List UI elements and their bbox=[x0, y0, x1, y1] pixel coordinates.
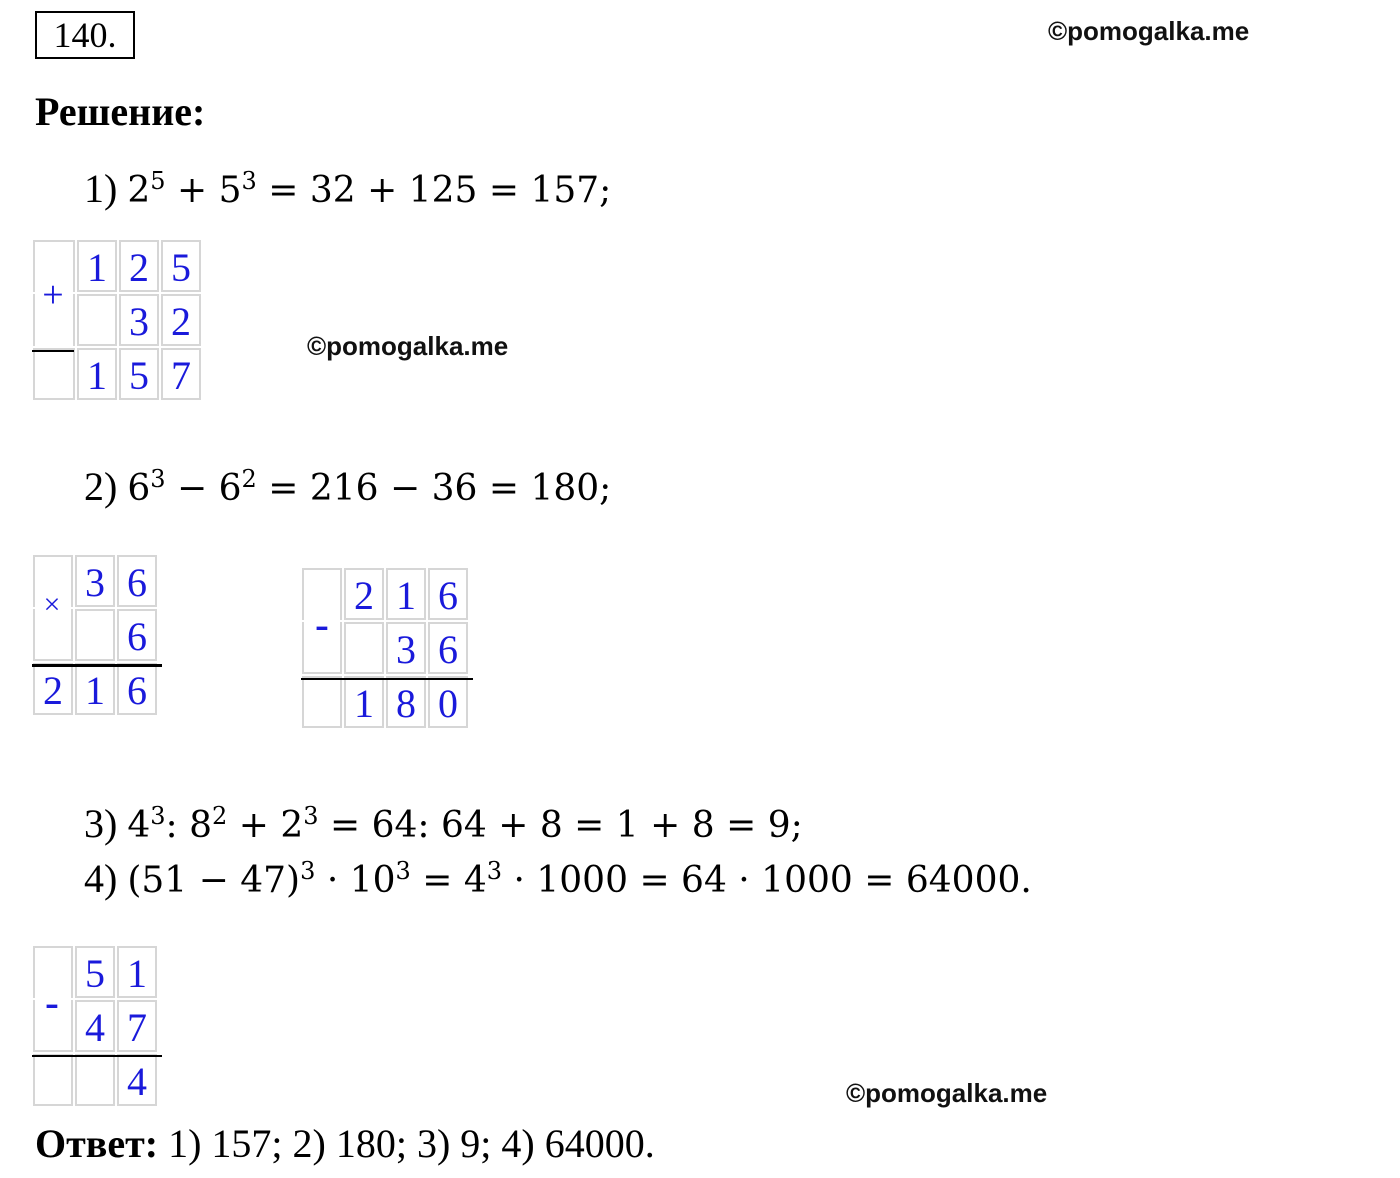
equation-expression bbox=[127, 465, 612, 509]
equation-index: 3) bbox=[84, 801, 118, 846]
underline bbox=[32, 350, 74, 352]
eq-exponent: 3 bbox=[150, 465, 166, 493]
calc-cell bbox=[75, 1054, 115, 1106]
calc-cell: 6 bbox=[117, 609, 157, 661]
eq-term: − 6 bbox=[165, 468, 242, 509]
underline bbox=[301, 678, 473, 680]
answer-line bbox=[35, 1120, 655, 1167]
subtraction-column-4 bbox=[32, 945, 164, 1115]
calc-cell: 3 bbox=[75, 555, 115, 607]
multiplication-column bbox=[32, 554, 164, 724]
calc-cell: 5 bbox=[75, 946, 115, 998]
equation-index: 1) bbox=[84, 166, 118, 211]
equation-index: 2) bbox=[84, 464, 118, 509]
calc-cell: 8 bbox=[386, 676, 426, 728]
calc-cell: 1 bbox=[75, 663, 115, 715]
calc-cell: 1 bbox=[77, 348, 117, 400]
watermark-bottom: ©pomogalka.me bbox=[846, 1078, 1048, 1108]
calc-cell: 6 bbox=[428, 622, 468, 674]
eq-exponent: 2 bbox=[241, 465, 257, 493]
calc-row bbox=[32, 662, 164, 716]
equation-2 bbox=[84, 463, 611, 510]
equation-index: 4) bbox=[84, 856, 118, 901]
eq-exponent: 3 bbox=[150, 802, 166, 830]
calc-cell bbox=[33, 1054, 73, 1106]
plus-sign: + bbox=[42, 274, 64, 316]
eq-exponent: 2 bbox=[212, 802, 228, 830]
equation-4 bbox=[84, 855, 1032, 902]
calc-cell: 2 bbox=[33, 663, 73, 715]
eq-term: 2 bbox=[127, 170, 151, 211]
calc-row bbox=[301, 675, 476, 729]
calc-cell: 6 bbox=[117, 555, 157, 607]
calc-cell: 1 bbox=[117, 946, 157, 998]
eq-exponent: 3 bbox=[395, 857, 411, 885]
watermark-middle: ©pomogalka.me bbox=[307, 331, 509, 361]
calc-cell bbox=[77, 294, 117, 346]
calc-cell bbox=[344, 622, 384, 674]
calc-row bbox=[32, 347, 207, 401]
eq-term: = 4 bbox=[410, 860, 487, 901]
underline bbox=[32, 1055, 162, 1057]
eq-term: = 216 − 36 = 180; bbox=[256, 468, 612, 509]
calc-cell: 4 bbox=[75, 1000, 115, 1052]
calc-cell: 7 bbox=[117, 1000, 157, 1052]
eq-term: 4 bbox=[127, 805, 151, 846]
eq-term: · 1000 = 64 · 1000 = 64000. bbox=[502, 860, 1032, 901]
calc-cell: 3 bbox=[119, 294, 159, 346]
subtraction-column bbox=[301, 567, 476, 737]
calc-cell: 5 bbox=[161, 240, 201, 292]
calc-cell: 2 bbox=[344, 568, 384, 620]
eq-exponent: 3 bbox=[300, 857, 316, 885]
eq-exponent: 5 bbox=[150, 167, 166, 195]
calc-cell: 6 bbox=[117, 663, 157, 715]
calc-cell bbox=[75, 609, 115, 661]
addition-column bbox=[32, 239, 207, 409]
calc-cell bbox=[33, 348, 75, 400]
calc-cell: 1 bbox=[77, 240, 117, 292]
eq-term: (51 − 47) bbox=[127, 860, 301, 901]
watermark-top: ©pomogalka.me bbox=[1048, 16, 1250, 46]
calc-cell: 2 bbox=[161, 294, 201, 346]
times-sign: × bbox=[43, 588, 61, 621]
minus-sign: - bbox=[314, 601, 330, 650]
underline bbox=[32, 664, 162, 667]
equation-3 bbox=[84, 800, 803, 847]
eq-term: : 8 bbox=[165, 805, 212, 846]
equation-expression bbox=[127, 802, 803, 846]
equation-expression bbox=[127, 857, 1032, 901]
problem-number: 140. bbox=[35, 11, 135, 59]
eq-term: = 64: 64 + 8 = 1 + 8 = 9; bbox=[318, 805, 803, 846]
answer-text: 1) 157; 2) 180; 3) 9; 4) 64000. bbox=[158, 1121, 655, 1166]
eq-exponent: 3 bbox=[303, 802, 319, 830]
eq-term: 6 bbox=[127, 468, 151, 509]
eq-exponent: 3 bbox=[486, 857, 503, 885]
calc-cell: 5 bbox=[119, 348, 159, 400]
eq-term: = 32 + 125 = 157; bbox=[256, 170, 612, 211]
calc-cell: 2 bbox=[119, 240, 159, 292]
calc-cell: 1 bbox=[344, 676, 384, 728]
calc-row bbox=[32, 1053, 164, 1107]
eq-term: + 2 bbox=[227, 805, 304, 846]
calc-cell: 7 bbox=[161, 348, 201, 400]
equation-expression bbox=[127, 167, 612, 211]
calc-cell: 6 bbox=[428, 568, 468, 620]
calc-cell: 0 bbox=[428, 676, 468, 728]
answer-label: Ответ: bbox=[35, 1121, 159, 1166]
calc-cell: 3 bbox=[386, 622, 426, 674]
calc-cell: 4 bbox=[117, 1054, 157, 1106]
solution-heading: Решение: bbox=[35, 89, 206, 134]
eq-term: + 5 bbox=[165, 170, 242, 211]
calc-cell bbox=[302, 676, 342, 728]
calc-cell: 1 bbox=[386, 568, 426, 620]
equation-1 bbox=[84, 165, 611, 212]
eq-exponent: 3 bbox=[241, 167, 257, 195]
minus-sign: - bbox=[44, 979, 60, 1028]
eq-term: · 10 bbox=[315, 860, 396, 901]
